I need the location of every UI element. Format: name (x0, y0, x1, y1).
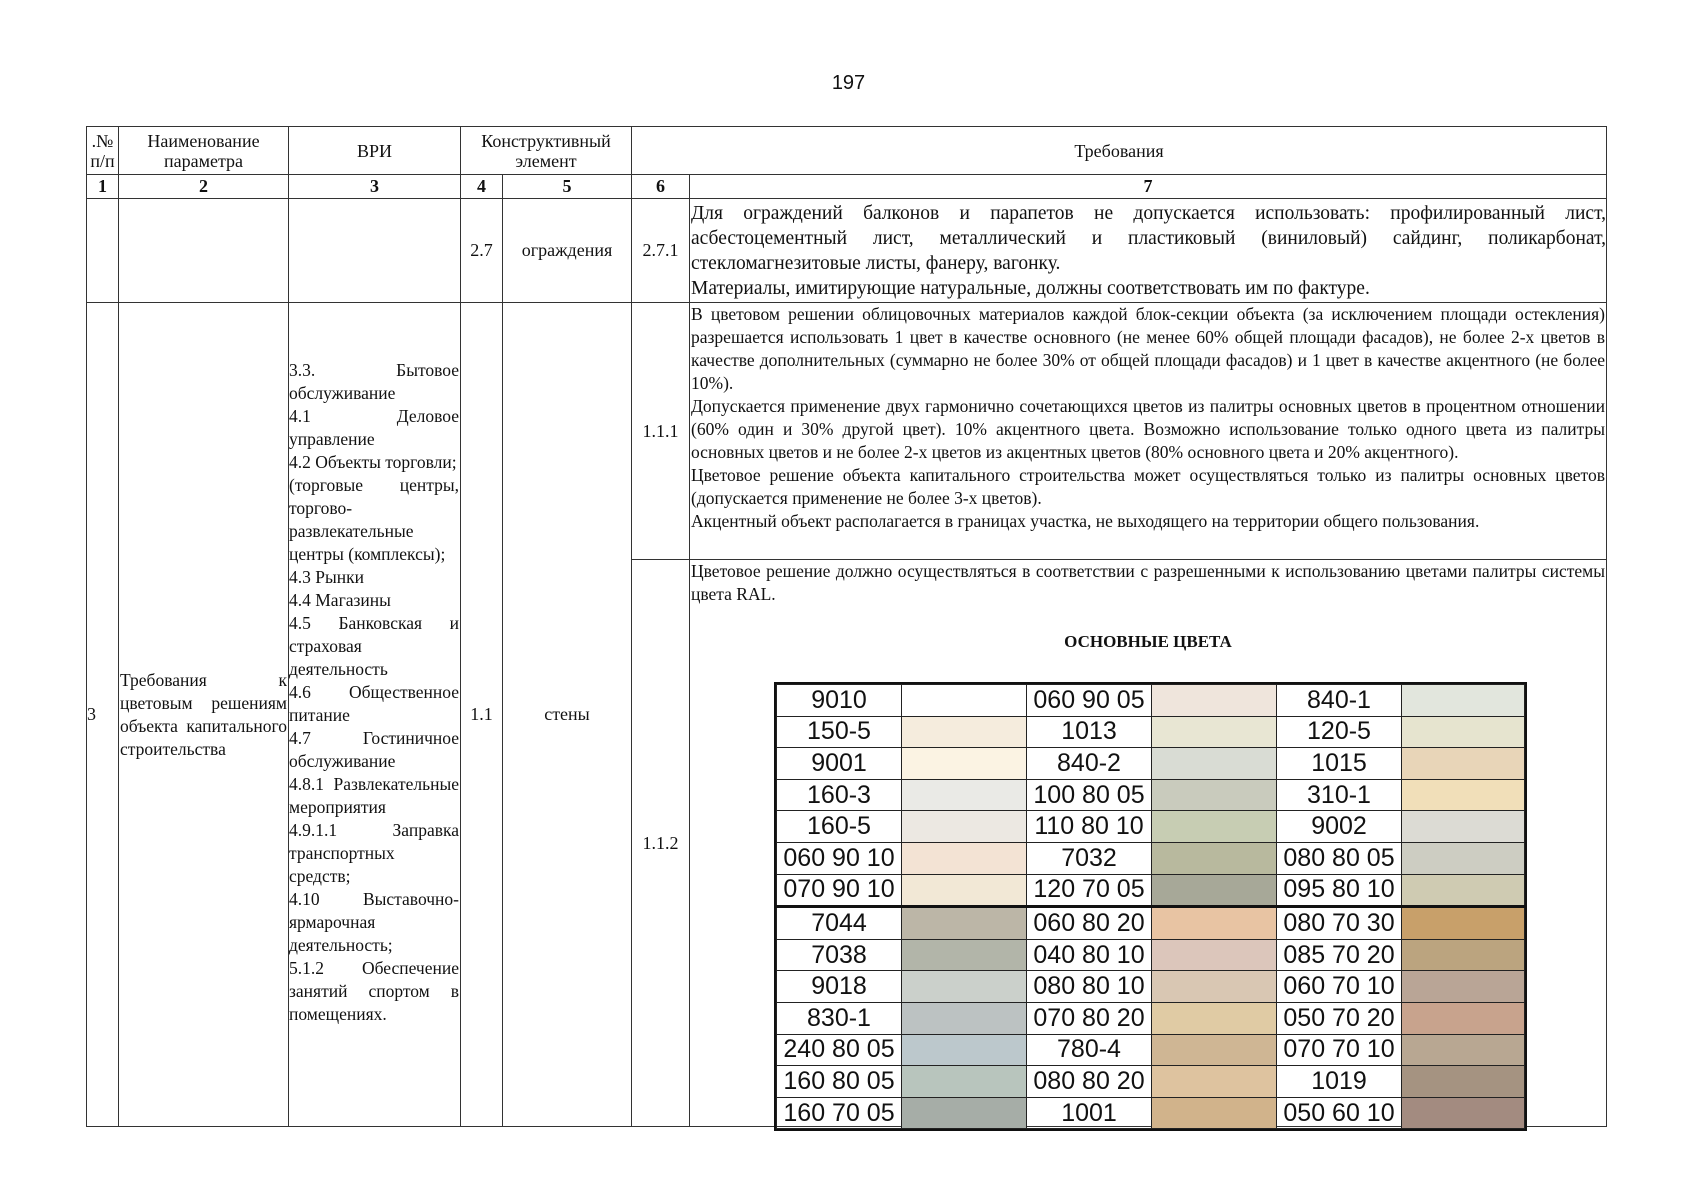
element-code: 1.1 (461, 303, 503, 1126)
palette-row (777, 779, 1525, 811)
color-code: 160 70 05 (777, 1097, 902, 1129)
color-code: 9002 (1277, 811, 1402, 843)
color-code: 310-1 (1277, 779, 1402, 811)
sub-row-1-1-1 (632, 303, 1606, 560)
color-swatch (902, 1066, 1027, 1098)
palette-row (777, 1034, 1525, 1066)
color-code: 060 90 10 (777, 842, 902, 874)
color-code: 840-2 (1027, 748, 1152, 780)
color-swatch (1402, 842, 1525, 874)
color-code: 840-1 (1277, 685, 1402, 717)
color-code: 240 80 05 (777, 1034, 902, 1066)
color-code: 1001 (1027, 1097, 1152, 1129)
color-swatch (902, 842, 1027, 874)
palette-row (777, 1002, 1525, 1034)
color-swatch (1152, 842, 1277, 874)
color-code: 060 90 05 (1027, 685, 1152, 717)
color-code: 070 80 20 (1027, 1002, 1152, 1034)
color-code: 9010 (777, 685, 902, 717)
color-swatch (902, 779, 1027, 811)
requirement-paragraph: Допускается применение двух гармонично сочетающихся цветов из палитры основных цветов в процентном отношении (60% один и 30% другой цвет). 10% акцентного цвета. Возможно использование только одного цвета из палитры основных цветов и не более 2-х цветов из акцентных цветов (80% основного цвета и 20% акцентного). (691, 396, 1605, 462)
element-name: ограждения (503, 199, 632, 302)
color-code: 095 80 10 (1277, 874, 1402, 907)
color-swatch (1152, 716, 1277, 748)
color-code: 050 60 10 (1277, 1097, 1402, 1129)
requirement-paragraph: Цветовое решение объекта капитального строительства может осуществляться только из палитры основных цветов (допускается применение не более 3-х цветов). (691, 465, 1605, 508)
color-swatch (1402, 874, 1525, 907)
requirement-paragraph: Для ограждений балконов и парапетов не допускается использовать: профилированный лист, асбестоцементный лист, металлический и пластиковый (виниловый) сайдинг, поликарбонат, стекломагнезитовые листы, фанеру, вагонку. (691, 203, 1606, 274)
column-number: 3 (289, 175, 461, 198)
requirements-table (86, 126, 1607, 1127)
color-swatch (902, 1097, 1027, 1129)
color-swatch (1152, 971, 1277, 1003)
header-number: .№ п/п (87, 127, 119, 174)
vri-item: 4.2 Объекты торговли; (289, 452, 457, 472)
parameter-name (119, 303, 289, 1126)
color-palette (774, 682, 1527, 1131)
requirement-code: 1.1.1 (632, 303, 690, 559)
color-swatch (902, 939, 1027, 971)
row-number: 3 (87, 303, 119, 1126)
header-vri: ВРИ (289, 127, 461, 174)
column-number: 4 (461, 175, 503, 198)
color-swatch (1152, 685, 1277, 717)
color-swatch (1402, 971, 1525, 1003)
color-swatch (902, 907, 1027, 940)
vri-item: 4.4 Магазины (289, 590, 391, 610)
color-swatch (1152, 779, 1277, 811)
color-code: 080 70 30 (1277, 907, 1402, 940)
color-code: 070 90 10 (777, 874, 902, 907)
color-swatch (1152, 748, 1277, 780)
table-row-fence (87, 199, 1606, 303)
color-swatch (1402, 779, 1525, 811)
vri-item: 4.9.1.1 Заправка транспортных средств; (289, 820, 459, 886)
palette-row (777, 939, 1525, 971)
color-palette-table (776, 684, 1525, 1129)
color-swatch (1152, 874, 1277, 907)
column-number: 6 (632, 175, 690, 198)
palette-row (777, 685, 1525, 717)
color-swatch (1402, 685, 1525, 717)
color-code: 160-5 (777, 811, 902, 843)
color-swatch (902, 1034, 1027, 1066)
color-swatch (1152, 939, 1277, 971)
requirement-code: 1.1.2 (632, 560, 690, 1126)
parameter-name-text: Требования к цветовым решениям объекта капитального строительства (120, 669, 287, 759)
color-swatch (1402, 1034, 1525, 1066)
vri-list (289, 303, 461, 1126)
color-code: 120-5 (1277, 716, 1402, 748)
color-code: 830-1 (777, 1002, 902, 1034)
color-swatch (902, 811, 1027, 843)
color-code: 080 80 10 (1027, 971, 1152, 1003)
requirement-paragraph: В цветовом решении облицовочных материалов каждой блок-секции объекта (за исключением площади остекления) разрешается использовать 1 цвет в качестве основного (не менее 60% общей площади фасадов), не более 2-х цветов в качестве дополнительных (суммарно не более 30% от общей площади фасадов) и 1 цвет в качестве акцентного (не более 10%). (691, 304, 1605, 393)
table-header-row (87, 127, 1606, 175)
column-number: 5 (503, 175, 632, 198)
color-code: 1019 (1277, 1066, 1402, 1098)
color-code: 060 80 20 (1027, 907, 1152, 940)
color-swatch (902, 685, 1027, 717)
color-swatch (1152, 1097, 1277, 1129)
color-code: 060 70 10 (1277, 971, 1402, 1003)
color-code: 9018 (777, 971, 902, 1003)
color-code: 160-3 (777, 779, 902, 811)
color-swatch (1152, 1002, 1277, 1034)
color-swatch (1152, 1034, 1277, 1066)
sub-row-1-1-2 (632, 560, 1606, 1126)
vri-item: 4.10 Выставочно-ярмарочная деятельность; (289, 889, 459, 955)
color-swatch (902, 1002, 1027, 1034)
header-structural-element: Конструктивный элемент (461, 127, 632, 174)
color-swatch (1402, 1066, 1525, 1098)
color-swatch (1402, 811, 1525, 843)
column-numbers-row (87, 175, 1606, 199)
requirement-paragraph: Материалы, имитирующие натуральные, должны соответствовать им по фактуре. (691, 278, 1370, 299)
palette-row (777, 874, 1525, 907)
vri-item: 4.8.1 Развлекательные мероприятия (289, 774, 459, 817)
color-swatch (1152, 1066, 1277, 1098)
vri-item: 4.1 Деловое управление (289, 406, 459, 449)
column-number: 7 (1143, 176, 1153, 196)
palette-row (777, 907, 1525, 940)
color-code: 070 70 10 (1277, 1034, 1402, 1066)
color-code: 120 70 05 (1027, 874, 1152, 907)
color-swatch (1152, 811, 1277, 843)
requirement-code: 2.7.1 (632, 199, 690, 302)
column-number: 2 (119, 175, 289, 198)
color-code: 110 80 10 (1027, 811, 1152, 843)
color-swatch (1152, 907, 1277, 940)
color-code: 1015 (1277, 748, 1402, 780)
palette-row (777, 842, 1525, 874)
color-swatch (1402, 716, 1525, 748)
color-code: 9001 (777, 748, 902, 780)
vri-item: 3.3. Бытовое обслуживание (289, 360, 459, 403)
requirement-paragraph: Акцентный объект располагается в границах участка, не выходящего на территории общего пользования. (691, 511, 1480, 531)
requirement-text (690, 199, 1606, 302)
requirement-text (690, 303, 1606, 559)
palette-title: ОСНОВНЫЕ ЦВЕТА (1064, 632, 1232, 651)
table-row-walls (87, 303, 1606, 1126)
color-code: 100 80 05 (1027, 779, 1152, 811)
color-code: 7038 (777, 939, 902, 971)
page-number: 197 (831, 72, 866, 94)
palette-row (777, 971, 1525, 1003)
color-code: 080 80 20 (1027, 1066, 1152, 1098)
palette-row (777, 1097, 1525, 1129)
color-swatch (1402, 1097, 1525, 1129)
color-code: 080 80 05 (1277, 842, 1402, 874)
color-code: 7032 (1027, 842, 1152, 874)
color-code: 1013 (1027, 716, 1152, 748)
column-number: 1 (87, 175, 119, 198)
vri-item: 4.7 Гостиничное обслуживание (289, 728, 459, 771)
vri-item: 5.1.2 Обеспечение занятий спортом в помещениях. (289, 958, 459, 1024)
color-code: 160 80 05 (777, 1066, 902, 1098)
vri-item: 4.3 Рынки (289, 567, 364, 587)
color-swatch (1402, 907, 1525, 940)
header-parameter-name: Наименование параметра (119, 127, 289, 174)
color-code: 040 80 10 (1027, 939, 1152, 971)
palette-row (777, 716, 1525, 748)
color-swatch (1402, 939, 1525, 971)
color-swatch (902, 748, 1027, 780)
color-code: 780-4 (1027, 1034, 1152, 1066)
color-code: 085 70 20 (1277, 939, 1402, 971)
palette-row (777, 811, 1525, 843)
color-swatch (1402, 1002, 1525, 1034)
requirement-paragraph: Цветовое решение должно осуществляться в соответствии с разрешенными к использованию цветами палитры системы цвета RAL. (691, 561, 1605, 604)
header-requirements: Требования (1074, 140, 1164, 161)
palette-row (777, 1066, 1525, 1098)
color-swatch (902, 716, 1027, 748)
color-swatch (902, 874, 1027, 907)
color-swatch (1402, 748, 1525, 780)
color-code: 7044 (777, 907, 902, 940)
color-code: 150-5 (777, 716, 902, 748)
color-swatch (902, 971, 1027, 1003)
requirement-text (690, 560, 1606, 1126)
element-name: стены (503, 303, 632, 1126)
vri-item: 4.6 Общественное питание (289, 682, 459, 725)
vri-item: 4.5 Банковская и страховая деятельность (289, 613, 459, 679)
vri-item: (торговые центры, торгово-развлекательные центры (комплексы); (289, 475, 459, 564)
element-code: 2.7 (461, 199, 503, 302)
palette-row (777, 748, 1525, 780)
color-code: 050 70 20 (1277, 1002, 1402, 1034)
